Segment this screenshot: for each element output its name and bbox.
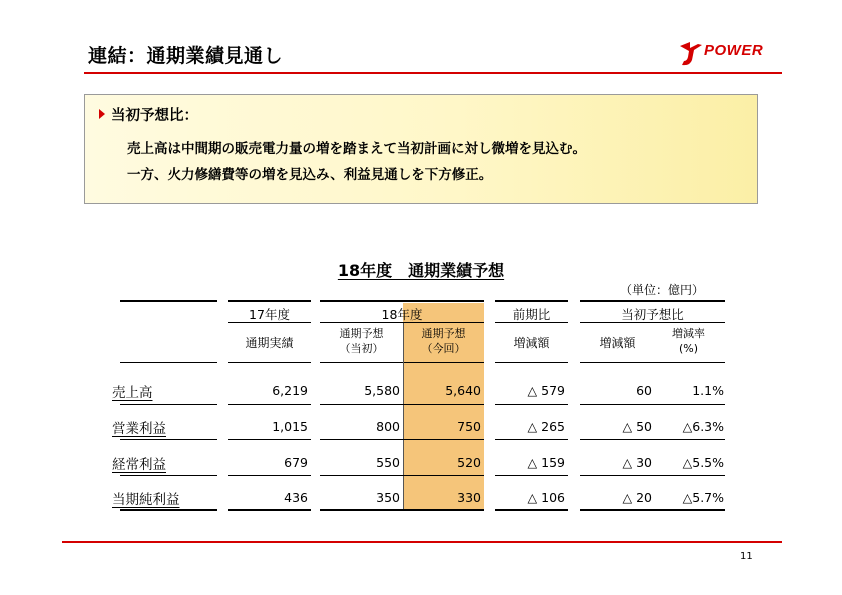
- cell-yoy: △ 106: [527, 490, 565, 505]
- table-rule: [580, 509, 725, 511]
- cell-current: 330: [457, 490, 481, 505]
- table-rule: [495, 300, 568, 302]
- page-number: 11: [740, 551, 753, 562]
- table-rule: [580, 322, 725, 323]
- table-rule: [495, 404, 568, 405]
- header-fy18: 18年度: [381, 307, 423, 322]
- header-yoy: 前期比: [512, 307, 551, 322]
- table-rule: [495, 475, 568, 476]
- cell-fy17: 436: [284, 490, 308, 505]
- row-label: 経常利益: [112, 457, 166, 473]
- cell-initial: 350: [376, 490, 400, 505]
- cell-initial: 550: [376, 455, 400, 470]
- cell-current: 520: [457, 455, 481, 470]
- table-rule: [580, 475, 725, 476]
- header-fy17: 17年度: [249, 307, 290, 322]
- cell-fy17: 679: [284, 455, 308, 470]
- subheader-current-line1: 通期予想: [421, 327, 466, 340]
- table-rule: [228, 475, 311, 476]
- table-rule: [495, 509, 568, 511]
- table-rule: [120, 509, 217, 511]
- summary-heading-text: 当初予想比：: [111, 108, 198, 124]
- table-title: [0, 258, 842, 281]
- cell-fy17: 6,219: [272, 383, 308, 398]
- logo-text: POWER: [704, 42, 764, 59]
- subheader-vs-rate-line1: 増減率: [672, 327, 705, 340]
- table-rule: [320, 404, 484, 405]
- table-rule: [320, 439, 484, 440]
- cell-current: 5,640: [445, 383, 481, 398]
- row-label: 当期純利益: [112, 492, 180, 508]
- table-rule: [320, 300, 484, 302]
- cell-fy17: 1,015: [272, 419, 308, 434]
- slide-title: 連結：通期業績見通し: [88, 45, 284, 67]
- subheader-actual: 通期実績: [245, 336, 294, 350]
- cell-vs-change: △ 50: [622, 419, 652, 434]
- subheader-current-line2: （今回）: [421, 342, 466, 355]
- cell-yoy: △ 159: [527, 455, 565, 470]
- table-rule: [320, 509, 484, 511]
- subheader-vs-change: 増減額: [599, 336, 636, 350]
- table-rule: [320, 362, 484, 363]
- summary-line-1: 売上高は中間期の販売電力量の増を踏まえて当初計画に対し微増を見込む。: [127, 141, 586, 157]
- cell-initial: 5,580: [364, 383, 400, 398]
- cell-yoy: △ 579: [527, 383, 565, 398]
- table-rule: [120, 475, 217, 476]
- table-rule: [228, 509, 311, 511]
- table-rule: [228, 404, 311, 405]
- cell-vs-rate: △5.5%: [682, 455, 724, 470]
- table-rule: [120, 362, 217, 363]
- table-rule: [120, 404, 217, 405]
- cell-initial: 800: [376, 419, 400, 434]
- subheader-initial-line1: 通期予想: [339, 327, 384, 340]
- column-separator: [403, 323, 404, 509]
- header-rule: [84, 72, 782, 74]
- subheader-vs-rate-line2: (%): [678, 342, 699, 355]
- subheader-yoy-change: 増減額: [513, 336, 550, 350]
- table-rule: [580, 439, 725, 440]
- company-logo: [678, 38, 778, 68]
- cell-vs-rate: 1.1%: [692, 383, 724, 398]
- cell-yoy: △ 265: [527, 419, 565, 434]
- summary-box: [84, 94, 758, 204]
- table-rule: [228, 322, 311, 323]
- cell-vs-change: 60: [636, 383, 652, 398]
- footer-rule: [62, 541, 782, 543]
- table-rule: [228, 362, 311, 363]
- cell-current: 750: [457, 419, 481, 434]
- subheader-initial-line2: （当初）: [339, 342, 384, 355]
- cell-vs-change: △ 30: [622, 455, 652, 470]
- table-rule: [228, 439, 311, 440]
- table-rule: [580, 300, 725, 302]
- triangle-bullet-icon: [99, 109, 105, 119]
- table-rule: [320, 322, 484, 323]
- summary-heading: [99, 104, 198, 125]
- cell-vs-rate: △6.3%: [682, 419, 724, 434]
- row-label: 売上高: [112, 385, 153, 401]
- unit-note: （単位：億円）: [620, 283, 705, 297]
- table-rule: [580, 362, 725, 363]
- table-rule: [120, 300, 217, 302]
- cell-vs-rate: △5.7%: [682, 490, 724, 505]
- table-rule: [228, 300, 311, 302]
- header-vs-initial: 当初予想比: [621, 307, 684, 322]
- table-title-text: 18年度 通期業績予想: [337, 261, 505, 280]
- table-rule: [495, 362, 568, 363]
- table-rule: [320, 475, 484, 476]
- table-rule: [495, 322, 568, 323]
- cell-vs-change: △ 20: [622, 490, 652, 505]
- row-label: 営業利益: [112, 421, 166, 437]
- table-rule: [495, 439, 568, 440]
- table-rule: [580, 404, 725, 405]
- summary-line-2: 一方、火力修繕費等の増を見込み、利益見通しを下方修正。: [127, 167, 493, 183]
- table-rule: [120, 439, 217, 440]
